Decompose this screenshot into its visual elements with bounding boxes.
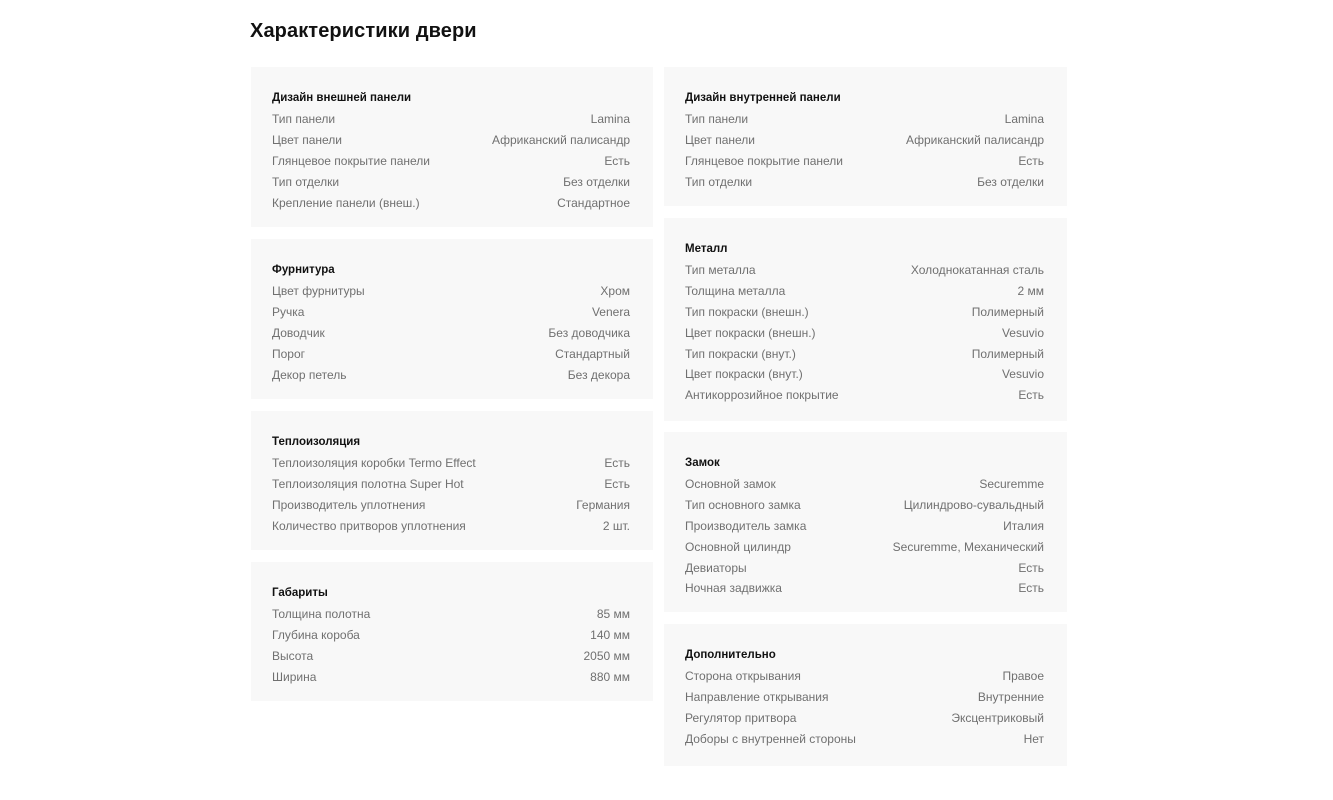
spec-row [272, 171, 630, 192]
spec-row [272, 130, 630, 151]
spec-row [685, 687, 1044, 708]
spec-card-insulation [251, 411, 653, 550]
spec-label: Тип покраски (внут.) [685, 346, 796, 361]
spec-label: Направление открывания [685, 690, 829, 705]
spec-row [272, 192, 630, 213]
spec-row [272, 646, 630, 667]
spec-label: Цвет фурнитуры [272, 284, 365, 299]
spec-label: Крепление панели (внеш.) [272, 195, 420, 210]
spec-value: Есть [1018, 388, 1044, 403]
card-title: Габариты [272, 587, 328, 599]
spec-row [685, 557, 1044, 578]
spec-value: Без декора [567, 367, 630, 382]
spec-value: Vesuvio [1001, 325, 1044, 340]
spec-label: Декор петель [272, 367, 347, 382]
spec-label: Тип отделки [685, 174, 753, 189]
spec-label: Производитель замка [685, 518, 807, 533]
spec-row [272, 109, 630, 130]
spec-row [272, 474, 630, 495]
spec-row [685, 516, 1044, 537]
spec-label: Цвет панели [272, 133, 343, 148]
spec-value: 85 мм [596, 607, 630, 622]
spec-row [685, 171, 1044, 192]
spec-label: Количество притворов уплотнения [272, 518, 466, 533]
spec-card-dimensions [251, 562, 653, 701]
spec-value: Securemme, Механический [892, 539, 1044, 554]
spec-label: Глубина короба [272, 628, 360, 643]
spec-value: 880 мм [590, 669, 630, 684]
spec-value: Полимерный [971, 346, 1044, 361]
spec-label: Ночная задвижка [685, 581, 782, 596]
spec-label: Тип панели [685, 112, 749, 127]
spec-label: Девиаторы [685, 560, 747, 575]
card-title: Дизайн внешней панели [272, 92, 412, 104]
spec-value: Есть [1018, 560, 1044, 575]
spec-label: Тип основного замка [685, 498, 801, 513]
spec-value: Эксцентриковый [951, 710, 1044, 725]
spec-value: Стандартный [555, 346, 630, 361]
spec-label: Основной цилиндр [685, 539, 791, 554]
spec-row [685, 130, 1044, 151]
spec-row [685, 109, 1044, 130]
spec-value: Германия [576, 497, 630, 512]
spec-row [685, 708, 1044, 729]
page-title: Характеристики двери [250, 20, 477, 42]
spec-value: 140 мм [590, 628, 630, 643]
spec-card-outer-panel [251, 67, 653, 227]
spec-card-extra [664, 624, 1067, 766]
spec-row [272, 625, 630, 646]
spec-value: Есть [604, 477, 630, 492]
spec-value: Без отделки [977, 174, 1044, 189]
spec-value: Внутренние [977, 690, 1044, 705]
spec-row [685, 666, 1044, 687]
spec-value: Lamina [1004, 112, 1044, 127]
spec-label: Доводчик [272, 325, 325, 340]
spec-label: Регулятор притвора [685, 710, 797, 725]
spec-row [272, 151, 630, 172]
spec-value: Италия [1003, 518, 1044, 533]
spec-card-metal [664, 218, 1067, 421]
card-title: Замок [685, 457, 720, 469]
spec-value: Есть [1018, 581, 1044, 596]
spec-value: Есть [604, 456, 630, 471]
spec-card-inner-panel [664, 67, 1067, 206]
spec-label: Цвет покраски (внешн.) [685, 325, 816, 340]
spec-row [272, 495, 630, 516]
spec-value: 2 мм [1017, 284, 1044, 299]
spec-row [685, 728, 1044, 749]
spec-label: Сторона открывания [685, 669, 801, 684]
spec-row [272, 604, 630, 625]
card-title: Металл [685, 243, 728, 255]
spec-value: Полимерный [971, 304, 1044, 319]
spec-label: Цвет панели [685, 133, 756, 148]
spec-row [272, 343, 630, 364]
spec-label: Высота [272, 648, 314, 663]
spec-row [272, 364, 630, 385]
spec-value: Venera [591, 305, 630, 320]
spec-label: Ширина [272, 669, 317, 684]
spec-row [685, 495, 1044, 516]
spec-label: Толщина полотна [272, 607, 371, 622]
spec-value: Цилиндрово-сувальдный [903, 498, 1044, 513]
spec-value: Есть [604, 153, 630, 168]
spec-card-lock [664, 432, 1067, 612]
spec-card-fittings [251, 239, 653, 399]
spec-label: Тип отделки [272, 174, 340, 189]
card-title: Дизайн внутренней панели [685, 92, 841, 104]
spec-label: Теплоизоляция полотна Super Hot [272, 477, 464, 492]
spec-label: Цвет покраски (внут.) [685, 367, 803, 382]
spec-row [685, 474, 1044, 495]
spec-label: Тип металла [685, 263, 756, 278]
spec-row [685, 385, 1044, 406]
spec-row [272, 515, 630, 536]
spec-value: Vesuvio [1001, 367, 1044, 382]
spec-label: Тип панели [272, 112, 336, 127]
spec-row [272, 302, 630, 323]
card-title: Дополнительно [685, 649, 776, 661]
spec-value: Стандартное [557, 195, 630, 210]
spec-value: 2 шт. [602, 518, 630, 533]
spec-row [272, 323, 630, 344]
spec-value: Securemme [979, 477, 1044, 492]
spec-label: Антикоррозийное покрытие [685, 388, 839, 403]
spec-value: Холоднокатанная сталь [910, 263, 1044, 278]
spec-row [685, 260, 1044, 281]
spec-value: Нет [1023, 731, 1044, 746]
spec-value: Без доводчика [548, 325, 630, 340]
spec-label: Ручка [272, 305, 305, 320]
spec-value: Африканский палисандр [905, 133, 1044, 148]
spec-label: Глянцевое покрытие панели [685, 153, 843, 168]
spec-label: Толщина металла [685, 284, 786, 299]
spec-row [272, 453, 630, 474]
spec-row [272, 281, 630, 302]
spec-label: Глянцевое покрытие панели [272, 153, 430, 168]
spec-label: Тип покраски (внешн.) [685, 304, 809, 319]
spec-value: Африканский палисандр [491, 133, 630, 148]
spec-row [685, 364, 1044, 385]
spec-label: Порог [272, 346, 306, 361]
spec-row [685, 343, 1044, 364]
spec-row [685, 281, 1044, 302]
spec-label: Доборы с внутренней стороны [685, 731, 856, 746]
spec-value: Есть [1018, 153, 1044, 168]
spec-row [685, 151, 1044, 172]
spec-label: Производитель уплотнения [272, 497, 426, 512]
spec-value: 2050 мм [583, 648, 630, 663]
card-title: Фурнитура [272, 264, 335, 276]
spec-value: Без отделки [563, 174, 630, 189]
spec-row [685, 536, 1044, 557]
spec-row [272, 666, 630, 687]
spec-label: Основной замок [685, 477, 776, 492]
spec-value: Lamina [590, 112, 630, 127]
spec-row [685, 302, 1044, 323]
spec-label: Теплоизоляция коробки Termo Effect [272, 456, 476, 471]
spec-value: Правое [1002, 669, 1044, 684]
card-title: Теплоизоляция [272, 436, 361, 448]
spec-row [685, 322, 1044, 343]
spec-row [685, 578, 1044, 599]
spec-value: Хром [600, 284, 630, 299]
